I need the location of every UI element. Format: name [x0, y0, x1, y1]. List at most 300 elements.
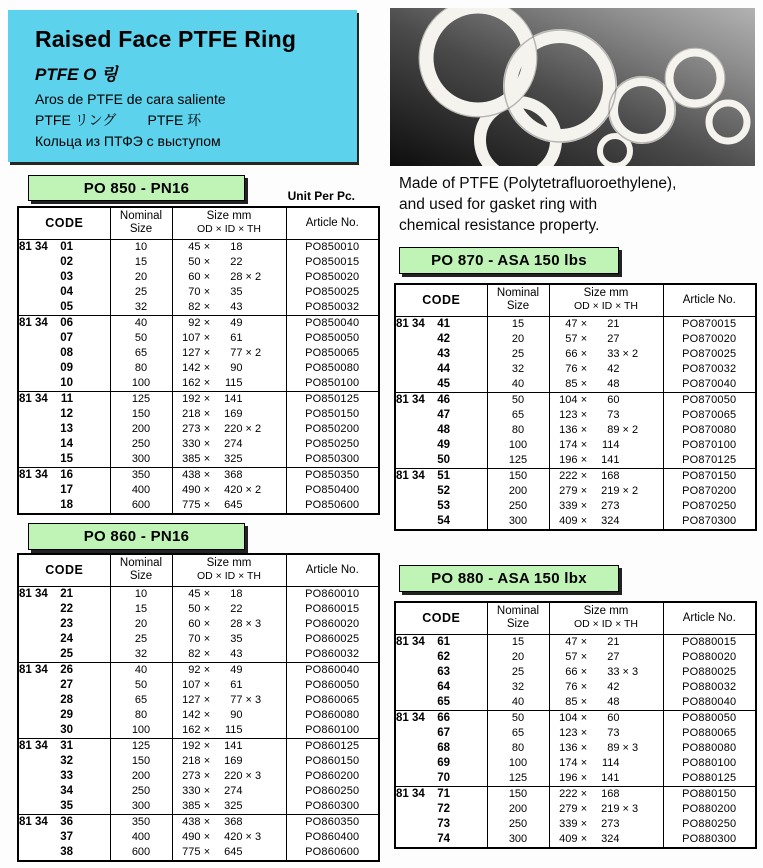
article-no-cell: PO880125 — [663, 771, 756, 787]
size-mm-cell: 385 × 325 — [172, 799, 286, 815]
col-header-size-mm: Size mm OD × ID × TH — [549, 284, 663, 316]
article-no-cell: PO850020 — [286, 270, 379, 285]
spec-row — [395, 347, 756, 362]
size-mm-cell: 47 × 21 — [549, 634, 663, 650]
size-mm-cell: 82 × 43 — [172, 647, 286, 663]
nominal-size-cell: 25 — [487, 347, 549, 362]
article-no-cell: PO850350 — [286, 467, 379, 483]
code-cell: 27 — [60, 678, 73, 691]
product-title-korean: PTFE O 링 — [35, 65, 118, 84]
size-mm-cell: 107 × 61 — [172, 678, 286, 693]
code-cell: 12 — [60, 407, 73, 420]
size-mm-cell: 136 × 89 × 3 — [549, 741, 663, 756]
spec-row — [395, 468, 756, 484]
code-cell: 69 — [437, 756, 450, 769]
size-mm-cell: 438 × 368 — [172, 814, 286, 830]
nominal-size-cell: 350 — [110, 814, 172, 830]
size-mm-cell: 385 × 325 — [172, 452, 286, 468]
article-no-cell: PO870200 — [663, 484, 756, 499]
article-no-cell: PO860080 — [286, 708, 379, 723]
nominal-size-cell: 200 — [487, 484, 549, 499]
product-title-japanese-chinese: PTFE リング PTFE 环 — [35, 112, 202, 128]
code-cell: 32 — [60, 754, 73, 767]
code-cell: 37 — [60, 830, 73, 843]
col-header-size-mm: Size mm OD × ID × TH — [549, 602, 663, 634]
po880-spec-table — [394, 601, 757, 849]
code-cell: 23 — [60, 617, 73, 630]
article-no-cell: PO880032 — [663, 680, 756, 695]
size-mm-cell: 330 × 274 — [172, 437, 286, 452]
header-row — [395, 284, 756, 316]
spec-row — [18, 437, 379, 452]
code-cell: 81 34 71 — [395, 786, 487, 802]
size-mm-cell: 192 × 141 — [172, 738, 286, 754]
spec-row — [18, 617, 379, 632]
article-no-cell: PO870065 — [663, 408, 756, 423]
spec-row — [18, 586, 379, 602]
size-mm-cell: 775 × 645 — [172, 845, 286, 861]
code-cell: 81 34 41 — [396, 317, 450, 330]
code-cell: 33 — [60, 769, 73, 782]
article-no-cell: PO860600 — [286, 845, 379, 861]
spec-row — [18, 331, 379, 346]
code-cell: 04 — [60, 285, 73, 298]
size-mm-cell: 70 × 35 — [172, 632, 286, 647]
col-header-code: CODE — [18, 207, 110, 239]
size-mm-cell: 490 × 420 × 2 — [172, 483, 286, 498]
size-mm-cell: 123 × 73 — [549, 726, 663, 741]
article-no-cell: PO850040 — [286, 315, 379, 331]
col-header-nominal-size: Nominal Size — [110, 207, 172, 239]
size-mm-cell: 47 × 21 — [549, 316, 663, 332]
article-no-cell: PO850010 — [286, 239, 379, 255]
size-mm-cell: 142 × 90 — [172, 708, 286, 723]
article-no-cell: PO850032 — [286, 300, 379, 316]
nominal-size-cell: 65 — [487, 408, 549, 423]
nominal-size-cell: 100 — [110, 376, 172, 392]
nominal-size-cell: 250 — [110, 784, 172, 799]
article-no-cell: PO870150 — [663, 468, 756, 484]
article-no-cell: PO850200 — [286, 422, 379, 437]
article-no-cell: PO870040 — [663, 377, 756, 393]
product-title: Raised Face PTFE Ring — [35, 26, 297, 52]
article-no-cell: PO870250 — [663, 499, 756, 514]
product-title-panel — [8, 10, 357, 162]
article-no-cell: PO860025 — [286, 632, 379, 647]
nominal-size-cell: 150 — [487, 468, 549, 484]
nominal-size-cell: 10 — [110, 586, 172, 602]
code-cell: 81 34 21 — [19, 587, 73, 600]
spec-row — [18, 799, 379, 815]
article-no-cell: PO850150 — [286, 407, 379, 422]
code-cell: 35 — [60, 799, 73, 812]
code-cell: 13 — [60, 422, 73, 435]
description-line-1: Made of PTFE (Polytetrafluoroethylene), — [399, 175, 677, 192]
article-no-cell: PO880015 — [663, 634, 756, 650]
spec-row — [395, 484, 756, 499]
code-cell: 34 — [60, 784, 73, 797]
size-mm-cell: 127 × 77 × 2 — [172, 346, 286, 361]
nominal-size-cell: 250 — [487, 817, 549, 832]
spec-row — [18, 845, 379, 861]
nominal-size-cell: 150 — [487, 786, 549, 802]
article-no-cell: PO860400 — [286, 830, 379, 845]
col-header-article-no: Article No. — [286, 207, 379, 239]
nominal-size-cell: 250 — [487, 499, 549, 514]
nominal-size-cell: 125 — [110, 738, 172, 754]
spec-row — [18, 376, 379, 392]
code-cell: 64 — [437, 680, 450, 693]
size-mm-cell: 142 × 90 — [172, 361, 286, 376]
nominal-size-cell: 400 — [110, 483, 172, 498]
spec-row — [18, 467, 379, 483]
spec-row — [18, 361, 379, 376]
article-no-cell: PO880150 — [663, 786, 756, 802]
product-title-spanish: Aros de PTFE de cara saliente — [35, 91, 226, 107]
size-mm-cell: 123 × 73 — [549, 408, 663, 423]
po860-spec-table — [17, 553, 380, 862]
code-cell: 44 — [437, 362, 450, 375]
header-row — [18, 207, 379, 239]
code-cell: 72 — [437, 802, 450, 815]
nominal-size-cell: 80 — [487, 423, 549, 438]
size-mm-cell: 162 × 115 — [172, 723, 286, 739]
spec-row — [395, 423, 756, 438]
code-cell: 07 — [60, 331, 73, 344]
article-no-cell: PO850050 — [286, 331, 379, 346]
size-mm-cell: 330 × 274 — [172, 784, 286, 799]
code-cell: 81 34 36 — [18, 814, 110, 830]
article-no-cell: PO860010 — [286, 586, 379, 602]
article-no-cell: PO870125 — [663, 453, 756, 469]
col-header-code: CODE — [395, 284, 487, 316]
nominal-size-cell: 350 — [110, 467, 172, 483]
article-no-cell: PO870032 — [663, 362, 756, 377]
series-title-po850: PO 850 - PN16 — [28, 175, 245, 201]
size-mm-cell: 92 × 49 — [172, 662, 286, 678]
nominal-size-cell: 40 — [110, 662, 172, 678]
spec-row — [395, 514, 756, 530]
code-cell: 14 — [60, 437, 73, 450]
product-title-russian: Кольца из ПТФЭ с выступом — [35, 133, 221, 149]
spec-row — [18, 407, 379, 422]
nominal-size-cell: 300 — [110, 452, 172, 468]
spec-row — [18, 300, 379, 316]
header-row — [18, 554, 379, 586]
code-cell: 81 34 61 — [396, 635, 450, 648]
code-cell: 22 — [60, 602, 73, 615]
spec-row — [18, 723, 379, 739]
size-mm-cell: 57 × 27 — [549, 332, 663, 347]
article-no-cell: PO860250 — [286, 784, 379, 799]
nominal-size-cell: 100 — [110, 723, 172, 739]
size-mm-cell: 76 × 42 — [549, 680, 663, 695]
code-cell: 81 34 31 — [18, 738, 110, 754]
nominal-size-cell: 32 — [110, 647, 172, 663]
size-mm-cell: 218 × 169 — [172, 754, 286, 769]
nominal-size-cell: 15 — [110, 602, 172, 617]
nominal-size-cell: 300 — [110, 799, 172, 815]
size-mm-cell: 222 × 168 — [549, 468, 663, 484]
nominal-size-cell: 32 — [487, 680, 549, 695]
code-cell: 30 — [60, 723, 73, 736]
article-no-cell: PO850400 — [286, 483, 379, 498]
article-no-cell: PO860065 — [286, 693, 379, 708]
spec-row — [18, 754, 379, 769]
code-cell: 65 — [437, 695, 450, 708]
size-mm-cell: 490 × 420 × 3 — [172, 830, 286, 845]
code-cell: 81 34 01 — [19, 240, 73, 253]
spec-row — [18, 483, 379, 498]
size-mm-cell: 222 × 168 — [549, 786, 663, 802]
size-mm-cell: 279 × 219 × 3 — [549, 802, 663, 817]
size-mm-cell: 76 × 42 — [549, 362, 663, 377]
size-mm-cell: 339 × 273 — [549, 499, 663, 514]
article-no-cell: PO880065 — [663, 726, 756, 741]
series-title-po870: PO 870 - ASA 150 lbs — [399, 247, 619, 274]
size-mm-cell: 775 × 645 — [172, 498, 286, 514]
article-no-cell: PO860200 — [286, 769, 379, 784]
col-header-article-no: Article No. — [663, 602, 756, 634]
article-no-cell: PO870080 — [663, 423, 756, 438]
col-header-code: CODE — [395, 602, 487, 634]
spec-row — [18, 814, 379, 830]
code-cell: 52 — [437, 484, 450, 497]
nominal-size-cell: 150 — [110, 407, 172, 422]
header-row — [395, 602, 756, 634]
nominal-size-cell: 20 — [110, 617, 172, 632]
col-header-nominal-size: Nominal Size — [487, 284, 549, 316]
code-cell: 24 — [60, 632, 73, 645]
code-cell: 62 — [437, 650, 450, 663]
size-mm-cell: 107 × 61 — [172, 331, 286, 346]
size-mm-cell: 438 × 368 — [172, 467, 286, 483]
code-cell: 25 — [60, 647, 73, 660]
size-mm-cell: 66 × 33 × 2 — [549, 347, 663, 362]
nominal-size-cell: 125 — [487, 453, 549, 469]
article-no-cell: PO850125 — [286, 391, 379, 407]
nominal-size-cell: 20 — [110, 270, 172, 285]
code-cell: 28 — [60, 693, 73, 706]
nominal-size-cell: 150 — [110, 754, 172, 769]
nominal-size-cell: 80 — [110, 708, 172, 723]
size-mm-cell: 196 × 141 — [549, 453, 663, 469]
spec-row — [18, 693, 379, 708]
code-cell: 29 — [60, 708, 73, 721]
size-mm-cell: 66 × 33 × 3 — [549, 665, 663, 680]
spec-row — [18, 602, 379, 617]
code-cell: 18 — [60, 498, 73, 511]
po850-spec-table — [17, 206, 380, 515]
code-cell: 70 — [437, 771, 450, 784]
col-header-size-mm: Size mm OD × ID × TH — [172, 207, 286, 239]
spec-row — [395, 650, 756, 665]
article-no-cell: PO850015 — [286, 255, 379, 270]
article-no-cell: PO850080 — [286, 361, 379, 376]
spec-row — [18, 498, 379, 514]
nominal-size-cell: 400 — [110, 830, 172, 845]
code-cell: 03 — [60, 270, 73, 283]
col-header-nominal-size: Nominal Size — [110, 554, 172, 586]
nominal-size-cell: 25 — [110, 285, 172, 300]
nominal-size-cell: 15 — [487, 634, 549, 650]
nominal-size-cell: 65 — [487, 726, 549, 741]
ptfe-rings-photo — [390, 8, 755, 166]
description-line-3: chemical resistance property. — [399, 217, 600, 234]
size-mm-cell: 273 × 220 × 3 — [172, 769, 286, 784]
nominal-size-cell: 200 — [487, 802, 549, 817]
article-no-cell: PO870050 — [663, 392, 756, 408]
article-no-cell: PO860032 — [286, 647, 379, 663]
article-no-cell: PO850250 — [286, 437, 379, 452]
nominal-size-cell: 40 — [110, 315, 172, 331]
size-mm-cell: 104 × 60 — [549, 710, 663, 726]
nominal-size-cell: 300 — [487, 514, 549, 530]
series-title-po880: PO 880 - ASA 150 lbx — [399, 565, 619, 592]
article-no-cell: PO880100 — [663, 756, 756, 771]
code-cell: 02 — [60, 255, 73, 268]
spec-row — [18, 315, 379, 331]
size-mm-cell: 82 × 43 — [172, 300, 286, 316]
size-mm-cell: 218 × 169 — [172, 407, 286, 422]
code-cell: 05 — [60, 300, 73, 313]
spec-row — [18, 452, 379, 468]
nominal-size-cell: 65 — [110, 346, 172, 361]
size-mm-cell: 136 × 89 × 2 — [549, 423, 663, 438]
spec-row — [18, 830, 379, 845]
col-header-article-no: Article No. — [286, 554, 379, 586]
nominal-size-cell: 100 — [487, 756, 549, 771]
code-cell: 74 — [437, 832, 450, 845]
spec-row — [18, 632, 379, 647]
spec-row — [395, 634, 756, 650]
nominal-size-cell: 125 — [110, 391, 172, 407]
code-cell: 15 — [60, 452, 73, 465]
nominal-size-cell: 100 — [487, 438, 549, 453]
size-mm-cell: 50 × 22 — [172, 602, 286, 617]
spec-row — [18, 239, 379, 255]
nominal-size-cell: 200 — [110, 769, 172, 784]
size-mm-cell: 70 × 35 — [172, 285, 286, 300]
spec-row — [395, 832, 756, 848]
article-no-cell: PO870025 — [663, 347, 756, 362]
nominal-size-cell: 50 — [487, 392, 549, 408]
nominal-size-cell: 600 — [110, 498, 172, 514]
code-cell: 73 — [437, 817, 450, 830]
spec-row — [395, 392, 756, 408]
spec-row — [395, 362, 756, 377]
article-no-cell: PO870020 — [663, 332, 756, 347]
size-mm-cell: 50 × 22 — [172, 255, 286, 270]
article-no-cell: PO860020 — [286, 617, 379, 632]
spec-row — [395, 756, 756, 771]
nominal-size-cell: 80 — [110, 361, 172, 376]
code-cell: 47 — [437, 408, 450, 421]
spec-row — [395, 817, 756, 832]
size-mm-cell: 273 × 220 × 2 — [172, 422, 286, 437]
spec-row — [18, 769, 379, 784]
spec-row — [395, 726, 756, 741]
code-cell: 81 34 46 — [395, 392, 487, 408]
spec-row — [18, 678, 379, 693]
spec-row — [395, 438, 756, 453]
code-cell: 42 — [437, 332, 450, 345]
size-mm-cell: 57 × 27 — [549, 650, 663, 665]
nominal-size-cell: 200 — [110, 422, 172, 437]
rings-photo-graphic — [390, 8, 755, 166]
spec-row — [18, 391, 379, 407]
size-mm-cell: 409 × 324 — [549, 832, 663, 848]
nominal-size-cell: 50 — [487, 710, 549, 726]
spec-row — [395, 332, 756, 347]
nominal-size-cell: 80 — [487, 741, 549, 756]
size-mm-cell: 60 × 28 × 2 — [172, 270, 286, 285]
spec-row — [18, 662, 379, 678]
code-cell: 63 — [437, 665, 450, 678]
article-no-cell: PO860150 — [286, 754, 379, 769]
nominal-size-cell: 25 — [487, 665, 549, 680]
spec-row — [395, 316, 756, 332]
series-title-po860: PO 860 - PN16 — [28, 523, 245, 550]
code-cell: 38 — [60, 845, 73, 858]
spec-row — [18, 346, 379, 361]
article-no-cell: PO870300 — [663, 514, 756, 530]
spec-row — [395, 771, 756, 787]
spec-row — [18, 270, 379, 285]
nominal-size-cell: 15 — [110, 255, 172, 270]
code-cell: 50 — [437, 453, 450, 466]
code-cell: 67 — [437, 726, 450, 739]
size-mm-cell: 409 × 324 — [549, 514, 663, 530]
nominal-size-cell: 65 — [110, 693, 172, 708]
product-description — [399, 173, 755, 236]
code-cell: 10 — [60, 376, 73, 389]
size-mm-cell: 174 × 114 — [549, 438, 663, 453]
article-no-cell: PO880020 — [663, 650, 756, 665]
size-mm-cell: 45 × 18 — [172, 586, 286, 602]
col-header-nominal-size: Nominal Size — [487, 602, 549, 634]
size-mm-cell: 339 × 273 — [549, 817, 663, 832]
spec-row — [395, 665, 756, 680]
article-no-cell: PO880025 — [663, 665, 756, 680]
code-cell: 53 — [437, 499, 450, 512]
size-mm-cell: 104 × 60 — [549, 392, 663, 408]
code-cell: 81 34 16 — [18, 467, 110, 483]
spec-row — [395, 786, 756, 802]
article-no-cell: PO880250 — [663, 817, 756, 832]
code-cell: 81 34 66 — [395, 710, 487, 726]
spec-row — [18, 784, 379, 799]
code-cell: 68 — [437, 741, 450, 754]
code-cell: 81 34 26 — [18, 662, 110, 678]
size-mm-cell: 85 × 48 — [549, 695, 663, 711]
size-mm-cell: 279 × 219 × 2 — [549, 484, 663, 499]
article-no-cell: PO860125 — [286, 738, 379, 754]
size-mm-cell: 196 × 141 — [549, 771, 663, 787]
nominal-size-cell: 125 — [487, 771, 549, 787]
nominal-size-cell: 40 — [487, 377, 549, 393]
code-cell: 48 — [437, 423, 450, 436]
size-mm-cell: 85 × 48 — [549, 377, 663, 393]
article-no-cell: PO870015 — [663, 316, 756, 332]
code-cell: 54 — [437, 514, 450, 527]
size-mm-cell: 162 × 115 — [172, 376, 286, 392]
article-no-cell: PO880200 — [663, 802, 756, 817]
nominal-size-cell: 32 — [110, 300, 172, 316]
code-cell: 09 — [60, 361, 73, 374]
article-no-cell: PO860300 — [286, 799, 379, 815]
spec-row — [395, 499, 756, 514]
